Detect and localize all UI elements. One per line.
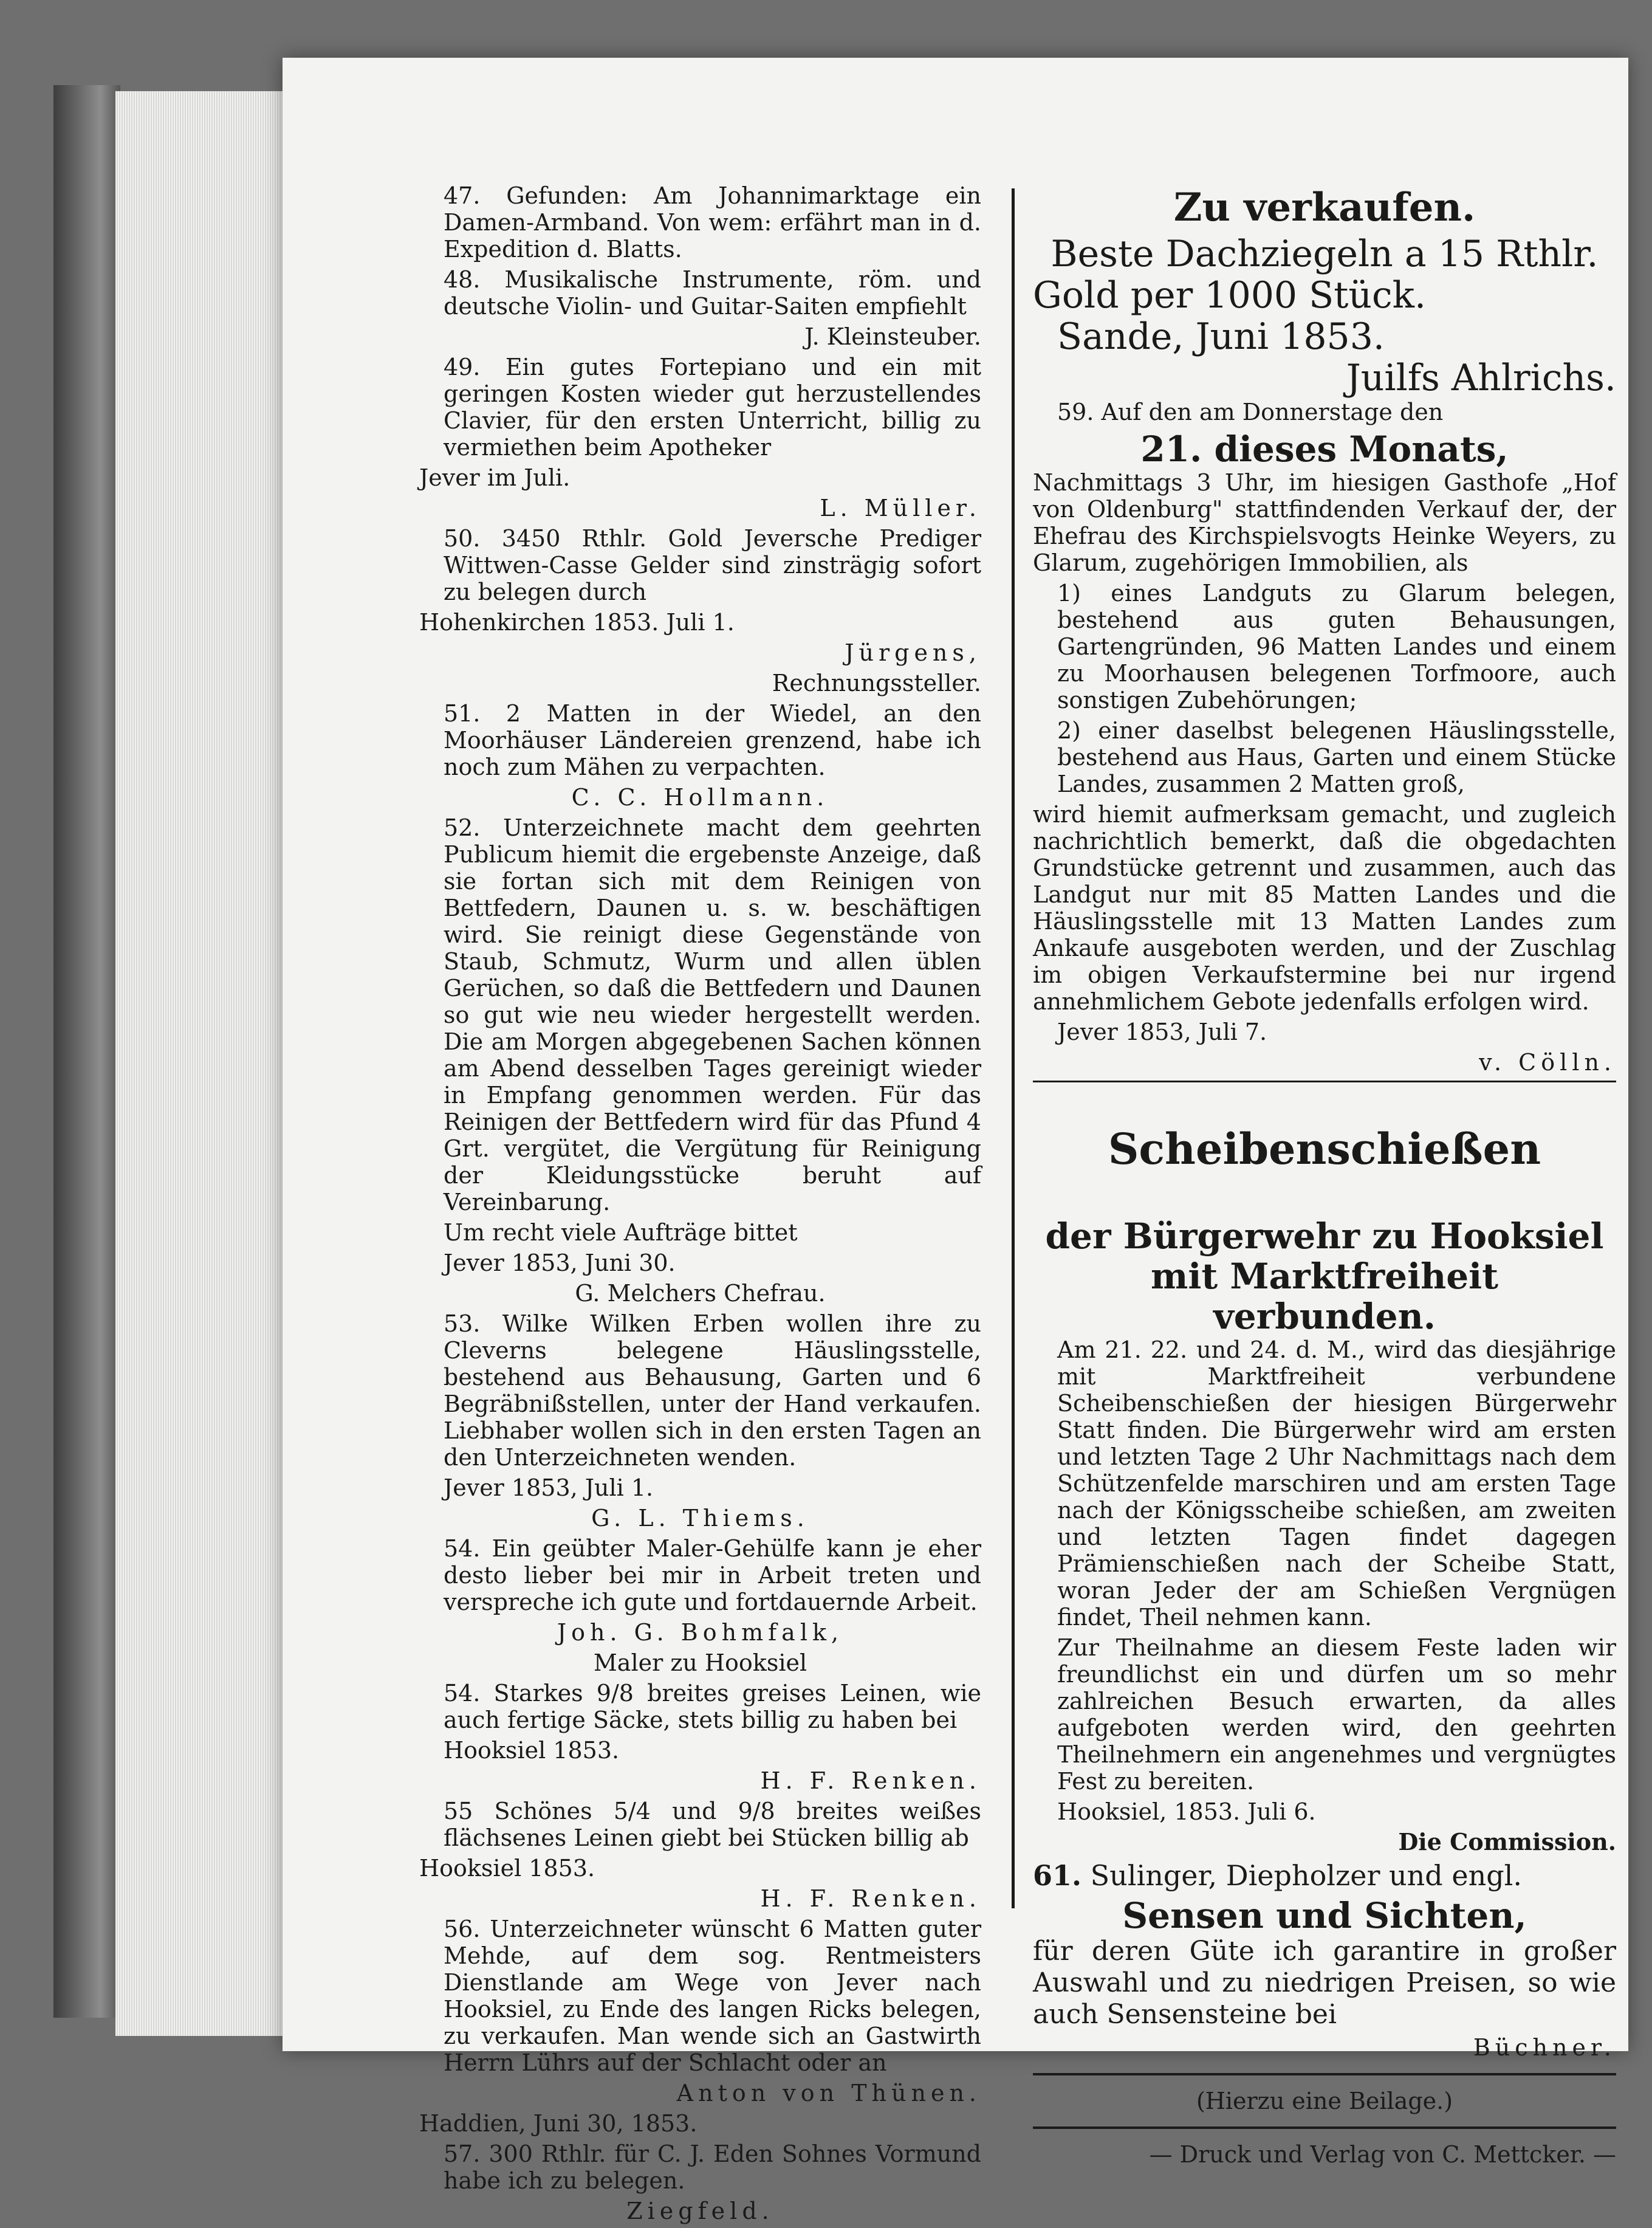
ad-57-sign: Ziegfeld. <box>626 2198 774 2224</box>
page-edges <box>115 91 286 2036</box>
ad-55-sign: H. F. Renken. <box>760 1885 981 1912</box>
ad-59-sign: v. Cölln. <box>1479 1049 1616 1076</box>
ad-49: 49. Ein gutes Fortepiano und ein mit geringen Kosten wieder gut herzustellendes Clavier, für den ersten Unterricht, billig zu vermiethen beim Apotheker <box>444 354 981 461</box>
ad-49-sign: L. Müller. <box>820 495 981 521</box>
ad-61-title: Sulinger, Diepholzer und engl. <box>1090 1859 1523 1892</box>
ad-61-text: für deren Güte ich garantire in großer Auswahl und zu niedrigen Preisen, so wie auch Sensensteine bei <box>1033 1936 1616 2030</box>
ad-53-place: Jever 1853, Juli 1. <box>444 1474 654 1501</box>
ad-59-date: 21. dieses Monats, <box>1140 428 1509 470</box>
shooting-text-2: Zur Theilnahme an diesem Feste laden wir freundlichst ein und dürfen um so mehr zahlreichen Besuch erwarten, da alles aufgeboten werden wird, den geehrten Theilnehmern ein angenehmes und vergnügtes Fest zu bereiten. <box>1057 1634 1616 1795</box>
ad-59-item1: 1) eines Landguts zu Glarum belegen, bestehend aus guten Behausungen, Gartengründen, 96 Matten Landes und einem zu Moorhausen belegenen Torfmoore, auch sonstigen Zubehörungen; <box>1057 580 1616 713</box>
rule-top <box>1033 2073 1616 2075</box>
right-column <box>1033 182 1616 2171</box>
shooting-place: Hooksiel, 1853. Juli 6. <box>1057 1798 1316 1825</box>
ad-55: 55 Schönes 5/4 und 9/8 breites weißes flächsenes Leinen giebt bei Stücken billig ab <box>444 1798 981 1851</box>
ad-51-sign: C. C. Hollmann. <box>571 784 829 811</box>
ad-54b-sign: H. F. Renken. <box>760 1767 981 1794</box>
ad-56-sign: Anton von Thünen. <box>676 2080 981 2106</box>
shooting-subtitle-2: verbunden. <box>1213 1296 1436 1337</box>
ad-54-sign: Joh. G. Bohmfalk, <box>557 1619 844 1646</box>
ad-51: 51. 2 Matten in der Wiedel, an den Moorhäuser Ländereien grenzend, habe ich noch zum Mähen zu verpachten. <box>444 700 981 780</box>
ad-59: 59. Auf den am Donnerstage den <box>1057 399 1444 425</box>
shooting-sign: Die Commission. <box>1398 1828 1616 1855</box>
ad-48: 48. Musikalische Instrumente, röm. und deutsche Violin- und Guitar-Saiten empfiehlt <box>444 266 981 320</box>
ad-52: 52. Unterzeichnete macht dem geehrten Publicum hiemit die ergebenste Anzeige, daß sie fortan sich mit dem Reinigen von Bettfedern, Daunen u. s. w. beschäftigen wird. Sie reinigt diese Gegenstände von Staub, Schmutz, Wurm und allen üblen Gerüchen, so daß die Bettfedern und Daunen so gut wie neu wieder hergestellt werden. Die am Morgen abgegebenen Sachen können am Abend desselben Tages gereinigt wieder in Empfang genommen werden. Für das Reinigen der Bettfedern wird für das Pfund 4 Grt. vergütet, die Vergütung für Reinigung der Kleidungsstücke beruht auf Vereinbarung. <box>444 814 981 1215</box>
ad-56-place: Haddien, Juni 30, 1853. <box>419 2110 697 2137</box>
ad-52-place: Jever 1853, Juni 30. <box>444 1250 676 1276</box>
ad-53-sign: G. L. Thiems. <box>591 1505 809 1532</box>
ad-52-closing: Um recht viele Aufträge bittet <box>444 1219 798 1246</box>
shooting-text: Am 21. 22. und 24. d. M., wird das diesjährige mit Marktfreiheit verbundene Scheibenschießen der hiesigen Bürgerwehr Statt finden. Die Bürgerwehr wird am ersten und letzten Tage 2 Uhr Nachmittags nach dem Schützenfelde marschiren und am ersten Tage nach der Königsscheibe schießen, am zweiten und letzten Tagen findet dagegen Prämienschießen nach der Scheibe Statt, woran Jeder der am Schießen Vergnügen findet, Theil nehmen kann. <box>1057 1336 1616 1631</box>
ad-52-sign: G. Melchers Chefrau. <box>575 1280 826 1307</box>
column-divider <box>1012 188 1015 1908</box>
ad-50-sign2: Rechnungssteller. <box>772 670 981 696</box>
ad-57: 57. 300 Rthlr. für C. J. Eden Sohnes Vormund habe ich zu belegen. <box>444 2140 981 2194</box>
ad-59-place: Jever 1853, Juli 7. <box>1057 1019 1267 1045</box>
sale-line-2: Gold per 1000 Stück. <box>1033 274 1427 317</box>
ad-49-place: Jever im Juli. <box>419 464 571 491</box>
ad-59-item2: 2) einer daselbst belegenen Häuslingsstelle, bestehend aus Haus, Garten und einem Stücke Landes, zusammen 2 Matten groß, <box>1057 717 1616 797</box>
sale-heading: Zu verkaufen. <box>1173 185 1476 230</box>
ad-50-place: Hohenkirchen 1853. Juli 1. <box>419 609 735 636</box>
ad-59-text: Nachmittags 3 Uhr, im hiesigen Gasthofe „Hof von Oldenburg" stattfindenden Verkauf der, der Ehefrau des Kirchspielsvogts Heinke Weyers, zu Glarum, zugehörigen Immobilien, als <box>1033 469 1616 576</box>
rule-bottom <box>1033 2127 1616 2129</box>
shooting-title: Scheibenschießen <box>1108 1124 1541 1174</box>
sale-line-1: Beste Dachziegeln a 15 Rthlr. <box>1050 233 1599 275</box>
ad-47: 47. Gefunden: Am Johannimarktage ein Damen-Armband. Von wem: erfährt man in d. Expedition d. Blatts. <box>444 182 981 263</box>
ad-61-number: 61. <box>1033 1859 1082 1892</box>
ad-55-place: Hooksiel 1853. <box>419 1855 595 1882</box>
ad-61-sign: Büchner. <box>1473 2034 1616 2061</box>
ad-59-notice: wird hiemit aufmerksam gemacht, und zugleich nachrichtlich bemerkt, daß die obgedachten Grundstücke getrennt und zusammen, auch das Landgut nur mit 85 Matten Landes und die Häuslingsstelle mit 13 Matten Landes zum Ankaufe ausgeboten werden, und der Zuschlag im obigen Verkaufstermine bei nur irgend annehmlichem Gebote jedenfalls erfolgen wird. <box>1033 801 1616 1015</box>
ad-54: 54. Ein geübter Maler-Gehülfe kann je eher desto lieber bei mir in Arbeit treten und verspreche ich gute und fortdauernde Arbeit. <box>444 1535 981 1615</box>
ad-61-line <box>1033 1859 1616 1892</box>
supplement-note: (Hierzu eine Beilage.) <box>1196 2088 1453 2114</box>
ad-53: 53. Wilke Wilken Erben wollen ihre zu Cleverns belegene Häuslingsstelle, bestehend aus Behausung, Garten und 6 Begräbnißstellen, unter der Hand verkaufen. Liebhaber wollen sich in den ersten Tagen an den Unterzeichneten wenden. <box>444 1310 981 1471</box>
ad-54b: 54. Starkes 9/8 breites greises Leinen, wie auch fertige Säcke, stets billig zu haben bei <box>444 1680 981 1733</box>
ad-50-sign: Jürgens, <box>845 639 981 666</box>
left-column <box>419 182 981 2228</box>
ad-54b-place: Hooksiel 1853. <box>444 1737 620 1764</box>
shooting-subtitle: der Bürgerwehr zu Hooksiel mit Marktfreiheit <box>1045 1215 1604 1297</box>
ad-48-sign: J. Kleinsteuber. <box>804 323 981 350</box>
book-spine <box>53 85 120 2018</box>
imprint: — Druck und Verlag von C. Mettcker. — <box>1149 2141 1616 2168</box>
divider <box>1033 1081 1616 1082</box>
ad-61-heading: Sensen und Sichten, <box>1122 1895 1527 1936</box>
sale-sign: Juilfs Ahlrichs. <box>1346 357 1616 399</box>
ad-54-sign2: Maler zu Hooksiel <box>593 1649 807 1676</box>
sale-place: Sande, Juni 1853. <box>1057 315 1385 358</box>
ad-56: 56. Unterzeichneter wünscht 6 Matten guter Mehde, auf dem sog. Rentmeisters Dienstlande am Wege von Jever nach Hooksiel, zu Ende des langen Ricks belegen, zu verkaufen. Man wende sich an Gastwirth Herrn Lührs auf der Schlacht oder an <box>444 1916 981 2076</box>
ad-50: 50. 3450 Rthlr. Gold Jeversche Prediger Wittwen-Casse Gelder sind zinsträgig sofort zu belegen durch <box>444 525 981 605</box>
